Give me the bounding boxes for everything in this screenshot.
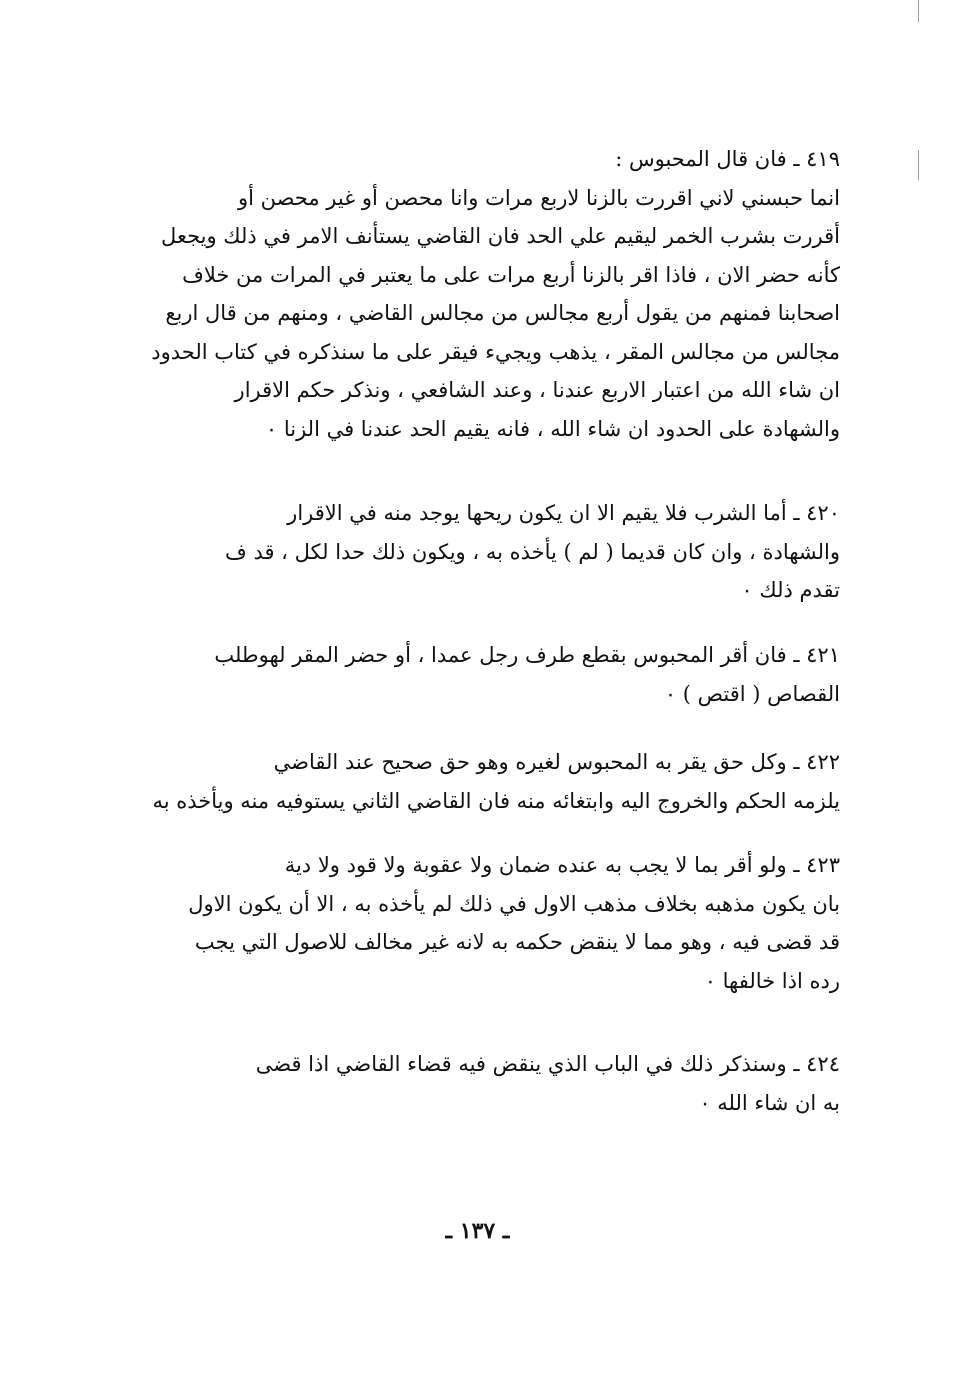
paragraph-heading: ٤١٩ ـ فان قال المحبوس : [615,147,840,171]
text-line: رده اذا خالفها ٠ [704,968,840,993]
text-line: والشهادة على الحدود ان شاء الله ، فانه يقيم الحد عندنا في الزنا ٠ [265,416,840,441]
text-line: تقدم ذلك ٠ [741,578,840,602]
paragraph-423 [150,846,840,1000]
text-line: بان يكون مذهبه بخلاف مذهب الاول في ذلك لم يأخذه به ، الا أن يكون الاول [188,891,840,916]
text-line: اصحابنا فمنهم من يقول أربع مجالس من مجالس القاضي ، ومنهم من قال اربع [165,301,840,325]
paragraph-424 [150,1045,840,1122]
text-line: ان شاء الله من اعتبار الاربع عندنا ، وعند الشافعي ، ونذكر حكم الاقرار [234,378,840,402]
text-line: مجالس من مجالس المقر ، يذهب ويجيء فيقر على ما سنذكره في كتاب الحدود [151,339,840,364]
text-line: به ان شاء الله ٠ [699,1090,840,1115]
paragraph-419 [150,140,840,448]
scan-edge-mark [918,150,919,180]
text-line: قد قضى فيه ، وهو مما لا ينقض حكمه به لانه غير مخالف للاصول التي يجب [194,930,840,954]
text-line: ٤٢١ ـ فان أقر المحبوس بقطع طرف رجل عمدا ، أو حضر المقر لهوطلب [214,643,840,667]
text-line: انما حبسني لاني اقررت بالزنا لاربع مرات وانا محصن أو غير محصن أو [237,185,840,210]
text-line: ٤٢٣ ـ ولو أقر بما لا يجب به عنده ضمان ولا عقوبة ولا قود ولا دية [284,853,840,877]
text-line: والشهادة ، وان كان قديما ( لم ) يأخذه به ، ويكون ذلك حدا لكل ، قد ف [225,539,840,564]
text-line: يلزمه الحكم والخروج اليه وابتغائه منه فان القاضي الثاني يستوفيه منه ويأخذه به [152,788,840,813]
page-number: ـ ١٣٧ ـ [445,1218,510,1244]
scan-edge-mark [918,0,919,22]
text-line: القصاص ( اقتص ) ٠ [664,681,840,706]
text-line: ٤٢٤ ـ وسنذكر ذلك في الباب الذي ينقض فيه قضاء القاضي اذا قضى [255,1052,840,1076]
paragraph-420 [150,494,840,610]
text-line: أقررت بشرب الخمر ليقيم علي الحد فان القاضي يستأنف الامر في ذلك ويجعل [161,224,840,248]
paragraph-422 [150,743,840,820]
paragraph-421 [150,636,840,713]
text-line: كأنه حضر الان ، فاذا اقر بالزنا أربع مرات على ما يعتبر في المرات من خلاف [182,262,840,287]
text-line: ٤٢٠ ـ أما الشرب فلا يقيم الا ان يكون ريحها يوجد منه في الاقرار [287,501,840,525]
text-line: ٤٢٢ ـ وكل حق يقر به المحبوس لغيره وهو حق صحيح عند القاضي [273,750,840,774]
